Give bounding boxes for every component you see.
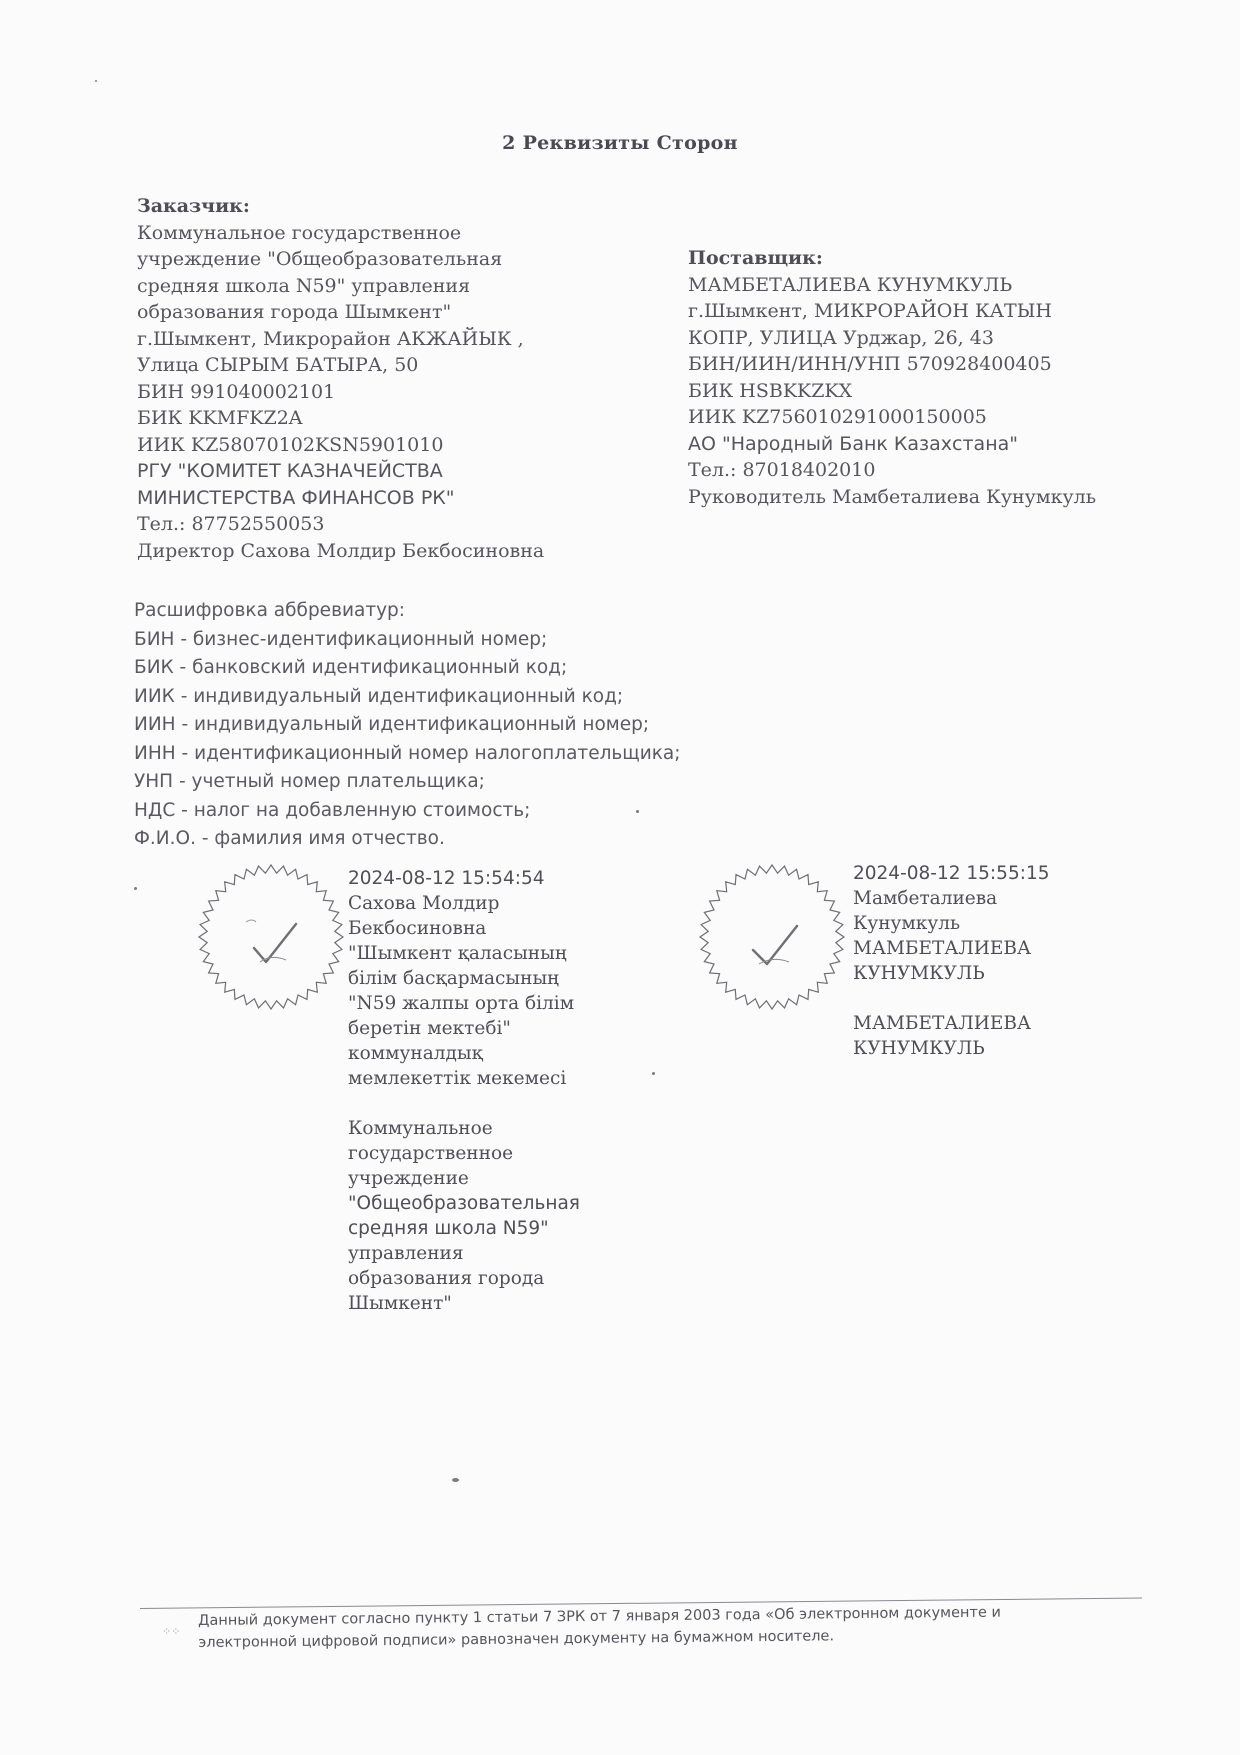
signature-line: учреждение [348, 1168, 469, 1189]
scan-speck [134, 887, 137, 890]
signature-line: Кунумкуль [853, 913, 961, 934]
signature-timestamp: 2024-08-12 15:54:54 [348, 868, 545, 889]
supplier-line: ИИК KZ756010291000150005 [688, 406, 987, 428]
signature-line: управления [348, 1243, 464, 1264]
signature-line: мемлекеттік мекемесі [348, 1068, 567, 1089]
signature-line: Шымкент" [348, 1293, 452, 1314]
customer-line: Улица СЫРЫМ БАТЫРА, 50 [137, 354, 419, 376]
supplier-heading: Поставщик: [688, 247, 823, 269]
page-title: 2 Реквизиты Сторон [502, 132, 738, 154]
signature-line: "N59 жалпы орта білім [348, 993, 575, 1014]
signature-line: коммуналдық [348, 1043, 483, 1064]
signature-line: средняя школа N59" [348, 1218, 549, 1239]
signature-line: "Шымкент қаласының [348, 943, 567, 964]
scan-speck [452, 1478, 459, 1482]
abbreviation-item: Ф.И.О. - фамилия имя отчество. [134, 828, 445, 849]
signature-line: Сахова Молдир [348, 893, 500, 914]
supplier-signature-stamp [853, 861, 1049, 1061]
customer-line: БИН 991040002101 [137, 380, 336, 403]
scan-speck [652, 1072, 655, 1075]
signature-line: КУНУМКУЛЬ [853, 1038, 985, 1059]
signature-line: Коммунальное [348, 1118, 493, 1139]
footer-line: электронной цифровой подписи» равнозначен документу на бумажном носителе. [198, 1628, 835, 1651]
footer-line: Данный документ согласно пункту 1 статьи 7 ЗРК от 7 января 2003 года «Об электронном документе и [198, 1604, 1001, 1629]
legal-footnote [198, 1600, 1128, 1654]
footer-stamp-icon: ⁘⁘ [162, 1625, 181, 1638]
abbreviations-list [134, 597, 681, 854]
abbreviation-item: ИНН - идентификационный номер налогоплательщика; [134, 742, 681, 764]
signature-timestamp: 2024-08-12 15:55:15 [853, 863, 1050, 884]
signature-line: КУНУМКУЛЬ [853, 963, 985, 984]
signature-line: білім басқармасының [348, 968, 560, 989]
supplier-line: г.Шымкент, МИКРОРАЙОН КАТЫН [688, 300, 1052, 322]
supplier-details [688, 245, 1096, 510]
customer-line: г.Шымкент, Микрорайон АКЖАЙЫК , [137, 327, 524, 350]
signature-line: Бекбосиновна [348, 918, 487, 939]
supplier-line: КОПР, УЛИЦА Урджар, 26, 43 [688, 326, 994, 349]
signature-line: образования города [348, 1268, 545, 1289]
signature-line: МАМБЕТАЛИЕВА [853, 1013, 1032, 1034]
abbreviation-item: БИК - банковский идентификационный код; [134, 657, 568, 678]
customer-signature-stamp [348, 866, 580, 1316]
customer-line: Тел.: 87752550053 [137, 513, 325, 535]
abbreviation-item: БИН - бизнес-идентификационный номер; [134, 628, 548, 650]
supplier-line: БИН/ИИН/ИНН/УНП 570928400405 [688, 353, 1052, 375]
customer-heading: Заказчик: [137, 195, 250, 217]
supplier-line: Руководитель Мамбеталиева Кунумкуль [688, 485, 1097, 508]
signature-line: Мамбеталиева [853, 888, 998, 909]
abbreviation-item: ИИК - индивидуальный идентификационный код; [134, 685, 624, 707]
supplier-line: АО "Народный Банк Казахстана" [688, 432, 1018, 455]
customer-line: средняя школа N59" управления [137, 274, 471, 297]
scan-speck [636, 810, 639, 813]
customer-line: образования города Шымкент" [137, 301, 452, 323]
abbreviation-item: ИИН - индивидуальный идентификационный номер; [134, 714, 650, 735]
signature-line: МАМБЕТАЛИЕВА [853, 938, 1032, 959]
customer-line: РГУ "КОМИТЕТ КАЗНАЧЕЙСТВА [137, 460, 443, 482]
scan-speck [95, 80, 97, 82]
customer-line: МИНИСТЕРСТВА ФИНАНСОВ РК" [137, 486, 455, 509]
digital-signature-seal-icon [697, 862, 847, 1012]
supplier-line: Тел.: 87018402010 [688, 459, 876, 481]
supplier-line: МАМБЕТАЛИЕВА КУНУМКУЛЬ [688, 273, 1013, 296]
abbreviation-item: УНП - учетный номер плательщика; [134, 771, 485, 792]
digital-signature-seal-icon [196, 862, 346, 1012]
abbreviations-heading: Расшифровка аббревиатур: [134, 600, 406, 621]
customer-line: Коммунальное государственное [137, 221, 462, 244]
signature-line: беретін мектебі" [348, 1018, 511, 1039]
customer-line: ИИК KZ58070102KSN5901010 [137, 433, 444, 456]
signature-line: государственное [348, 1143, 514, 1164]
signature-line: "Общеобразовательная [348, 1193, 580, 1214]
customer-line: учреждение "Общеобразовательная [137, 248, 503, 270]
supplier-line: БИК HSBKKZKX [688, 379, 853, 402]
customer-details [137, 193, 544, 564]
customer-line: Директор Сахова Молдир Бекбосиновна [137, 539, 545, 562]
abbreviation-item: НДС - налог на добавленную стоимость; [134, 799, 531, 821]
customer-line: БИК KKMFKZ2A [137, 407, 303, 429]
